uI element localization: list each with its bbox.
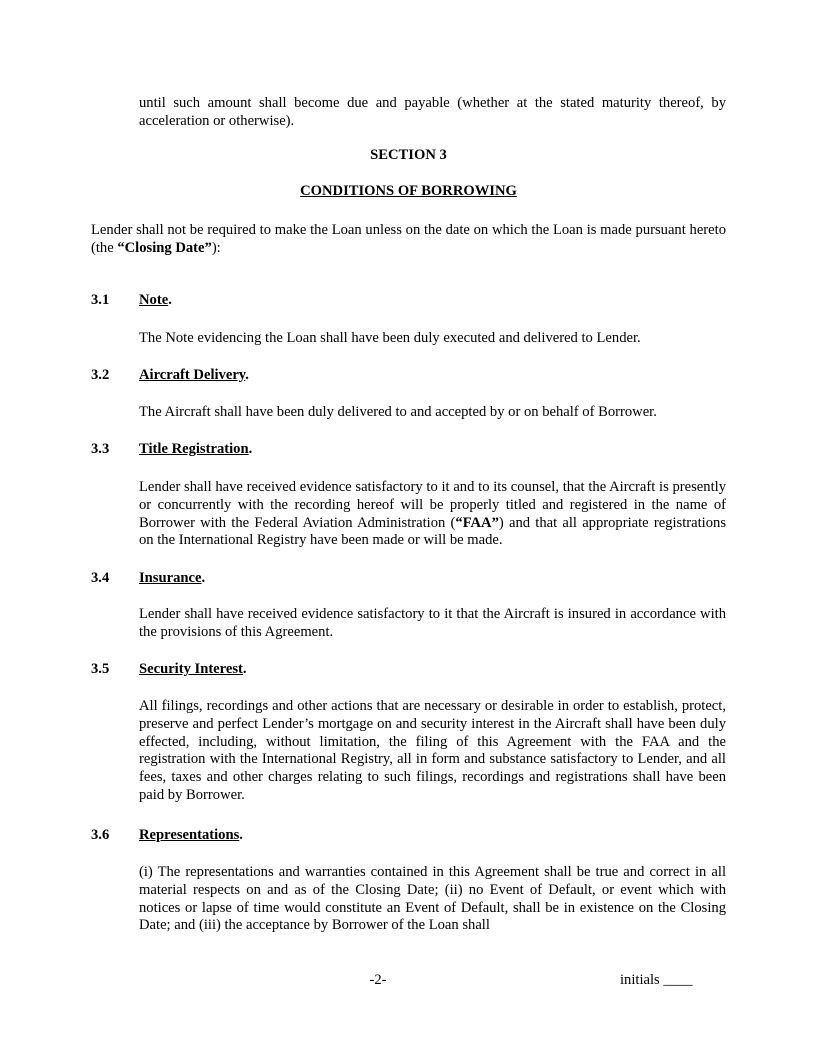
clause-body-3-1: The Note evidencing the Loan shall have been duly executed and delivered to Lender.: [139, 330, 641, 346]
clause-body-3-5: All filings, recordings and other actions that are necessary or desirable in order to establish, protect, preserve and perfect Lender’s mortgage on and security interest in the Aircraft shall have been duly effected, including, without limitation, the filing of this Agreement with the FAA and the registration with the International Registry, all in form and substance satisfactory to Lender, and all fees, taxes and other charges relating to such filings, recordings and registrations shall have been paid by Borrower.: [139, 698, 726, 803]
clause-heading-3-2: 3.2 Aircraft Delivery.: [91, 367, 249, 383]
clause-number: 3.6: [91, 827, 110, 843]
section-number: SECTION 3: [370, 147, 447, 163]
clause-number: 3.3: [91, 441, 110, 457]
lead-text-after: ):: [211, 239, 221, 256]
clause-number: 3.2: [91, 367, 110, 383]
clause-number: 3.1: [91, 292, 110, 308]
clause-title: Representations: [139, 827, 240, 843]
clause-text-after: ) and that all appropriate registrations on the International Registry have been made or will be made.: [139, 514, 727, 549]
clause-title: Title Registration: [139, 441, 249, 457]
clause-number: 3.4: [91, 570, 110, 586]
clause-number: 3.5: [91, 661, 110, 677]
clause-heading-3-3: 3.3 Title Registration.: [91, 441, 253, 457]
clause-body-3-4: Lender shall have received evidence satisfactory to it that the Aircraft is insured in accordance with the provisions of this Agreement.: [139, 606, 726, 640]
clause-body-3-2: The Aircraft shall have been duly delivered to and accepted by or on behalf of Borrower.: [139, 404, 657, 420]
clause-title: Note: [139, 292, 169, 308]
clause-title: Aircraft Delivery: [139, 367, 246, 383]
faa-term: “FAA”: [455, 514, 499, 531]
page-number: -2-: [369, 972, 387, 988]
closing-date-term: “Closing Date”: [117, 239, 212, 256]
clause-title: Security Interest: [139, 661, 243, 677]
lead-paragraph: [91, 222, 726, 258]
clause-heading-3-6: 3.6 Representations.: [91, 827, 243, 843]
clause-body-3-3: [139, 479, 726, 550]
clause-text-before: Lender shall have received evidence satisfactory to it and to its counsel, that the Aircraft is presently or concurrently with the recording hereof will be properly titled and registered in the name of Borrower with the Federal Aviation Administration (: [139, 479, 726, 531]
lead-text-before: Lender shall not be required to make the Loan unless on the date on which the Loan is made pursuant hereto (the: [91, 222, 726, 256]
clause-title: Insurance: [139, 570, 202, 586]
clause-heading-3-1: 3.1 Note.: [91, 292, 172, 308]
section-title: CONDITIONS OF BORROWING: [300, 183, 517, 199]
clause-body-3-6: (i) The representations and warranties contained in this Agreement shall be true and correct in all material respects on and as of the Closing Date; (ii) no Event of Default, or event which with notices or lapse of time would constitute an Event of Default, shall be in existence on the Closing Date; and (iii) the acceptance by Borrower of the Loan shall: [139, 864, 726, 934]
clause-heading-3-5: 3.5 Security Interest.: [91, 661, 247, 677]
intro-continuation: until such amount shall become due and payable (whether at the stated maturity thereof, by acceleration or otherwise).: [139, 95, 726, 129]
clause-heading-3-4: 3.4 Insurance.: [91, 570, 206, 586]
initials-line: initials ____: [620, 972, 693, 988]
section-title-wrap: [91, 183, 726, 201]
